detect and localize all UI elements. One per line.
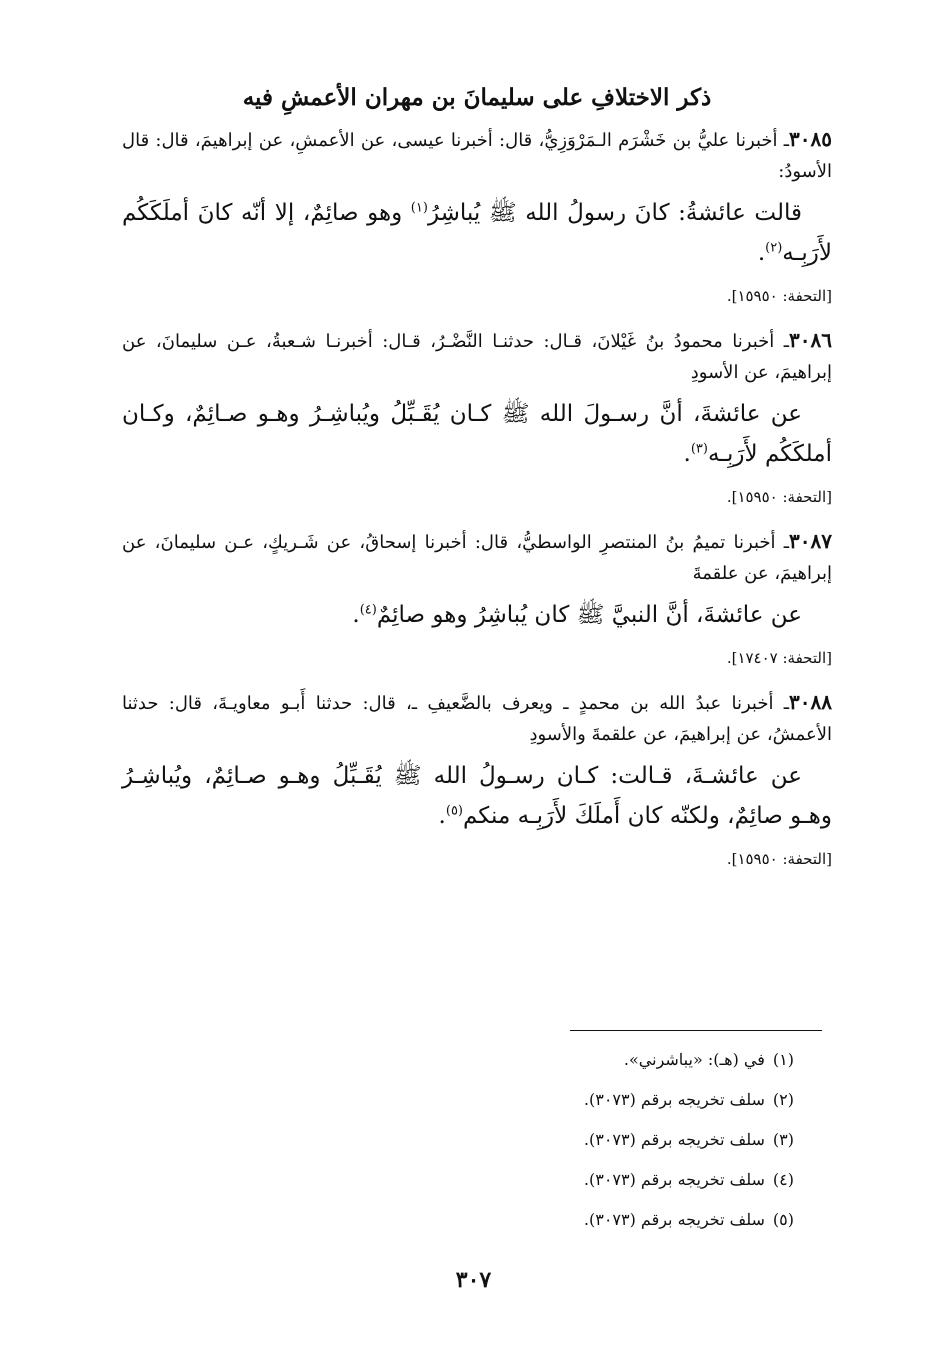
matn-end: . xyxy=(438,803,446,829)
footnote-item xyxy=(122,1120,794,1160)
isnad-text: ـ أخبرنا تميمُ بنُ المنتصرِ الواسطيُّ، قال: أخبرنا إسحاقُ، عن شَـريكٍ، عـن سليمانَ، عن إبراهيمَ، عن علقمةَ xyxy=(122,532,832,584)
footnote-ref[interactable]: (٣) xyxy=(690,441,708,457)
footnotes-list xyxy=(122,1040,794,1240)
footnote-ref[interactable]: (٢) xyxy=(765,240,783,256)
matn-text: عن عائشـةَ، قـالت: كـان رسـولُ الله ﷺ يُقَـبِّلُ وهـو صـائِمٌ، ويُباشِـرُ وهـو صائِمٌ، ولكنّه كان أَملَكَ لأَرَبِـه منكم xyxy=(122,763,832,829)
hadith-matn xyxy=(122,595,832,635)
hadith-matn xyxy=(122,394,832,474)
hadith-3085 xyxy=(122,124,832,309)
isnad-text: ـ أخبرنا محمودُ بنُ غَيْلانَ، قـال: حدثنـا النَّضْـرُ، قـال: أخبرنـا شـعبةُ، عـن سليمانَ، عن إبراهيمَ، عن الأسودِ xyxy=(122,331,832,383)
hadith-number: ٣٠٨٦ xyxy=(789,328,832,352)
footnote-text: سلف تخريجه برقم (٣٠٧٣). xyxy=(583,1090,765,1109)
page-body xyxy=(122,78,832,888)
matn-text: عن عائشةَ، أنَّ رسـولَ الله ﷺ كـان يُقَـبِّلُ ويُباشِـرُ وهـو صـائِمٌ، وكـان أملكَكُم لأَرَبِـه xyxy=(122,401,832,467)
footnote-divider xyxy=(570,1030,822,1031)
footnote-item xyxy=(122,1040,794,1080)
hadith-3087 xyxy=(122,526,832,671)
hadith-3088 xyxy=(122,687,832,872)
hadith-number: ٣٠٨٨ xyxy=(789,690,832,714)
matn-text-continued: وهو صائِمٌ، إلا أنّه كانَ أملَكَكُم لأَرَبِـه xyxy=(122,200,832,266)
hadith-matn xyxy=(122,193,832,273)
hadith-isnad xyxy=(122,325,832,388)
page-number: ٣٠٧ xyxy=(455,1267,492,1293)
tuhfa-reference: [التحفة: ١٥٩٥٠]. xyxy=(726,488,832,506)
footnote-text: في (هـ): «يباشرني». xyxy=(623,1050,765,1069)
hadith-matn xyxy=(122,756,832,836)
footnote-text: سلف تخريجه برقم (٣٠٧٣). xyxy=(583,1130,765,1149)
footnote-number: (٤) xyxy=(772,1170,794,1189)
tuhfa-reference: [التحفة: ١٥٩٥٠]. xyxy=(726,850,832,868)
matn-end: . xyxy=(352,602,360,628)
hadith-number: ٣٠٨٧ xyxy=(789,529,832,553)
hadith-isnad xyxy=(122,124,832,187)
matn-text: قالت عائشةُ: كانَ رسولُ الله ﷺ يُباشِرُ xyxy=(427,200,803,226)
footnote-text: سلف تخريجه برقم (٣٠٧٣). xyxy=(583,1170,765,1189)
isnad-text: ـ أخبرنا عليُّ بن خَشْرَم الـمَرْوَزِيُّ، قال: أخبرنا عيسى، عن الأعمشِ، عن إبراهيمَ، قال: قال الأسودُ: xyxy=(122,130,832,182)
footnote-text: سلف تخريجه برقم (٣٠٧٣). xyxy=(583,1210,765,1229)
footnote-number: (١) xyxy=(772,1050,794,1069)
matn-end: . xyxy=(757,240,766,266)
footnote-item xyxy=(122,1080,794,1120)
footnote-number: (٣) xyxy=(772,1130,794,1149)
footnote-number: (٢) xyxy=(772,1090,794,1109)
tuhfa-reference: [التحفة: ١٧٤٠٧]. xyxy=(726,649,832,667)
chapter-heading: ذكر الاختلافِ على سليمانَ بن مهران الأعمشِ فيه xyxy=(242,84,712,111)
footnote-ref[interactable]: (١) xyxy=(410,200,428,216)
footnote-item xyxy=(122,1200,794,1240)
footnote-ref[interactable]: (٤) xyxy=(359,602,377,618)
footnote-item xyxy=(122,1160,794,1200)
footnote-number: (٥) xyxy=(772,1210,794,1229)
hadith-3086 xyxy=(122,325,832,510)
hadith-number: ٣٠٨٥ xyxy=(789,127,832,151)
hadith-isnad xyxy=(122,687,832,750)
isnad-text: ـ أخبرنا عبدُ الله بن محمدٍ ـ ويعرف بالضَّعيفِ ـ، قال: حدثنا أَبـو معاويـةَ، قال: حدثنا الأعمشُ، عن إبراهيمَ، عن علقمةَ والأسودِ xyxy=(122,693,832,745)
tuhfa-reference: [التحفة: ١٥٩٥٠]. xyxy=(726,287,832,305)
matn-end: . xyxy=(683,441,691,467)
hadith-isnad xyxy=(122,526,832,589)
footnote-ref[interactable]: (٥) xyxy=(445,803,463,819)
matn-text: عن عائشةَ، أنَّ النبيَّ ﷺ كان يُباشِرُ وهو صائِمٌ xyxy=(376,602,802,628)
